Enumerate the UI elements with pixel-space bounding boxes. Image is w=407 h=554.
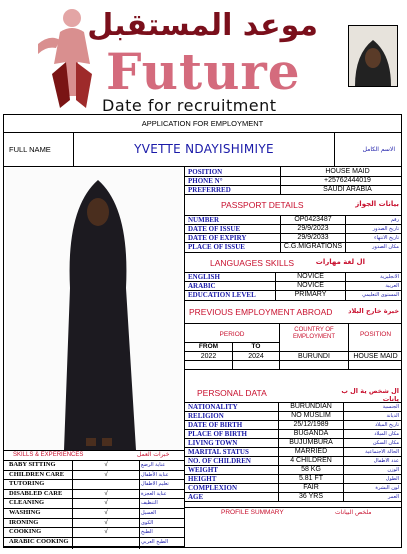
personal-row-value: BUGANDA [293, 430, 329, 437]
logo-brand: Future [106, 42, 301, 101]
passport-place-label-ar: مكان الصدور [372, 244, 399, 250]
personal-row-value: 58 KG [301, 466, 321, 473]
skill-row [3, 528, 184, 536]
full-body-photo-icon [6, 168, 182, 450]
personal-row [185, 412, 402, 420]
passport-rows [185, 216, 402, 252]
skill-row [3, 480, 184, 488]
personal-row-label: MARITAL STATUS [188, 448, 249, 456]
personal-row-label-ar: الطول [385, 476, 399, 482]
passport-issue-row [185, 225, 402, 233]
passport-expiry-label: DATE OF EXPIRY [188, 234, 247, 242]
skill-label: CLEANING [9, 499, 45, 507]
experience-position: HOUSE MAID [353, 353, 398, 360]
arabic-value: NOVICE [297, 282, 324, 289]
personal-row [185, 466, 402, 474]
passport-expiry-value: 29/9/2033 [297, 234, 329, 241]
skill-label-ar: تعليم الاطفال [141, 481, 169, 488]
languages-header [185, 253, 402, 273]
profile-summary-label: PROFILE SUMMARY [221, 509, 284, 516]
passport-issue-label: DATE OF ISSUE [188, 225, 241, 233]
skill-row [3, 499, 184, 507]
skill-row [3, 471, 184, 479]
logo-arabic-text: موعد المستقبل [87, 8, 318, 43]
experience-from: 2022 [200, 353, 217, 360]
passport-number-label: NUMBER [188, 216, 220, 224]
position-label: POSITION [188, 168, 223, 176]
personal-row-label: WEIGHT [188, 466, 218, 474]
personal-row-value: NO MUSLIM [291, 412, 331, 419]
personal-row-value: BURUNDIAN [290, 403, 332, 410]
passport-title-ar: بيانات الجواز [355, 200, 399, 208]
skill-label-ar: الطبخ [141, 529, 153, 536]
skill-label: DISABLED CARE [9, 489, 63, 497]
experience-header [185, 301, 402, 324]
experience-to: 2024 [248, 353, 264, 360]
skill-row [3, 461, 184, 469]
personal-row-label-ar: العمر [388, 494, 399, 500]
personal-row-label: RELIGION [188, 412, 224, 420]
personal-row-label-ar: مكان السكن [372, 440, 399, 446]
headshot-photo-icon [349, 26, 397, 86]
experience-title: PREVIOUS EMPLOYMENT ABROAD [189, 307, 333, 317]
personal-row-label-ar: الحالة الاجتماعية [365, 449, 399, 455]
personal-row-label-ar: مكان الميلاد [374, 431, 399, 437]
education-value: PRIMARY [294, 291, 327, 298]
skill-label: IRONING [9, 518, 39, 526]
education-row [185, 291, 402, 299]
passport-number-row [185, 216, 402, 224]
english-label-ar: الانجليزية [380, 274, 399, 280]
personal-row-value: MARRIED [294, 448, 328, 455]
skills-title: SKILLS & EXPERIENCES [13, 452, 84, 458]
personal-title-ar: ال شخص ية ال ب يانات [341, 387, 399, 403]
education-label: EDUCATION LEVEL [188, 291, 256, 299]
full-name-label: FULL NAME [9, 145, 51, 154]
personal-row-label: NATIONALITY [188, 403, 238, 411]
personal-row-label-ar: الوزن [387, 467, 399, 473]
skill-label: CHILDREN CARE [9, 470, 65, 478]
skill-label: COOKING [9, 528, 42, 536]
from-label: FROM [198, 343, 219, 350]
personal-row-label: PLACE OF BIRTH [188, 430, 248, 438]
personal-row-label-ar: تاريخ الميلاد [374, 422, 399, 428]
personal-row-value: 5.81 FT [298, 475, 324, 482]
arabic-label-ar: العربية [385, 283, 399, 289]
logo-tagline: Date for recruitment [102, 96, 277, 115]
skill-label: TUTORING [9, 480, 45, 488]
personal-row-label: HEIGHT [188, 475, 217, 483]
personal-row-value: 25/12/1989 [293, 421, 329, 428]
personal-row-label-ar: لون البشرة [375, 485, 399, 491]
personal-row [185, 421, 402, 429]
personal-row [185, 430, 402, 438]
top-info-row [185, 177, 402, 185]
personal-header [185, 370, 402, 403]
personal-row-value: BUJUMBURA [289, 439, 333, 446]
personal-row-label-ar: الجنسية [382, 404, 399, 410]
skills-header [3, 451, 184, 461]
position-value: HOUSE MAID [325, 168, 370, 175]
personal-list [185, 403, 402, 503]
passport-issue-label-ar: تاريخ الصدور [372, 226, 399, 232]
passport-place-value: C.G.MIGRATIONS [283, 243, 343, 250]
skill-label: ARABIC COOKING [9, 537, 69, 545]
languages-title: LANGUAGES SKILLS [210, 258, 295, 268]
top-info-row [185, 186, 402, 194]
passport-issue-value: 29/9/2023 [297, 225, 329, 232]
passport-header [185, 195, 402, 216]
skill-check-icon: √ [104, 510, 108, 516]
personal-row-label-ar: الديانة [386, 413, 399, 419]
personal-row-label: AGE [188, 493, 204, 501]
country-label: COUNTRY OF EMPLOYMENT [292, 327, 335, 340]
personal-row-label-ar: عدد الاطفال [373, 458, 399, 464]
headshot-photo [348, 25, 398, 87]
skill-label-ar: الكوى [141, 519, 154, 526]
full-name-label-ar: الاسم الكامل [362, 146, 395, 153]
skill-label-ar: عناية الرضع [141, 462, 166, 468]
preferred-label: PREFERRED [188, 186, 231, 194]
arabic-label: ARABIC [188, 282, 216, 290]
top-info-row [185, 168, 402, 176]
full-body-photo [6, 168, 182, 450]
skill-label-ar: عناية العجزة [141, 490, 167, 497]
experience-title-ar: خبرة خارج البلاد [348, 307, 399, 315]
personal-row [185, 475, 402, 483]
passport-number-label-ar: رقم [390, 217, 399, 223]
personal-row [185, 448, 402, 456]
phone-value: +25762444019 [324, 177, 371, 184]
english-row [185, 273, 402, 281]
to-label: TO [251, 343, 261, 350]
full-name-row [3, 133, 402, 167]
period-label: PERIOD [219, 331, 245, 338]
skill-check-icon: √ [104, 529, 108, 536]
profile-summary-row [185, 507, 402, 518]
skills-title-ar: خبرات العمل [137, 451, 170, 458]
personal-row-label: COMPLEXION [188, 484, 237, 492]
english-label: ENGLISH [188, 273, 220, 281]
personal-row [185, 439, 402, 447]
passport-expiry-label-ar: تاريخ الانتهاء [374, 235, 399, 241]
skill-check-icon: √ [104, 490, 108, 497]
personal-row-value: 36 YRS [299, 493, 323, 500]
preferred-value: SAUDI ARABIA [323, 186, 372, 193]
skill-row [3, 538, 184, 546]
personal-row [185, 457, 402, 465]
skill-check-icon: √ [104, 519, 108, 526]
skill-label: WASHING [9, 509, 41, 516]
personal-row-value: FAIR [303, 484, 319, 491]
profile-summary-label-ar: ملخص البيانات [335, 509, 372, 516]
skill-label-ar: الطبخ العربي [141, 538, 168, 545]
passport-number-value: OP0423487 [294, 216, 332, 223]
skill-row [3, 490, 184, 498]
passport-place-row [185, 243, 402, 251]
skill-label-ar: الغسيل [141, 510, 157, 516]
skill-label-ar: عناية الأطفال [141, 471, 169, 478]
personal-row-label: NO. OF CHILDREN [188, 457, 251, 465]
skill-check-icon: √ [104, 500, 108, 507]
english-value: NOVICE [297, 273, 324, 280]
passport-expiry-row [185, 234, 402, 242]
skill-label: BABY SITTING [9, 461, 56, 468]
skill-check-icon: √ [104, 471, 108, 478]
phone-label: PHONE N° [188, 177, 223, 185]
passport-title: PASSPORT DETAILS [221, 200, 304, 210]
education-label-ar: المستوى التعليمي [362, 292, 399, 298]
personal-row [185, 493, 402, 501]
personal-row-label: DATE OF BIRTH [188, 421, 243, 429]
form-title: APPLICATION FOR EMPLOYMENT [3, 114, 402, 133]
skill-label-ar: التنظيف [141, 500, 158, 507]
experience-country: BURUNDI [298, 353, 330, 360]
logo [28, 4, 328, 114]
personal-row-label: LIVING TOWN [188, 439, 238, 447]
passport-place-label: PLACE OF ISSUE [188, 243, 245, 251]
personal-row [185, 403, 402, 411]
skills-section [3, 450, 184, 549]
experience-table [185, 324, 402, 369]
languages-title-ar: ال لغة مهارات [315, 258, 365, 266]
personal-row-value: 4 CHILDREN [290, 457, 332, 464]
full-name-value: YVETTE NDAYISHIMIYE [134, 142, 274, 156]
languages-rows [185, 273, 402, 300]
arabic-row [185, 282, 402, 290]
skill-check-icon: √ [104, 462, 108, 468]
skill-row [3, 509, 184, 517]
skills-list [3, 461, 184, 549]
personal-row [185, 484, 402, 492]
position-col-label: POSITION [359, 331, 392, 338]
skill-row [3, 519, 184, 527]
personal-title: PERSONAL DATA [197, 388, 267, 398]
